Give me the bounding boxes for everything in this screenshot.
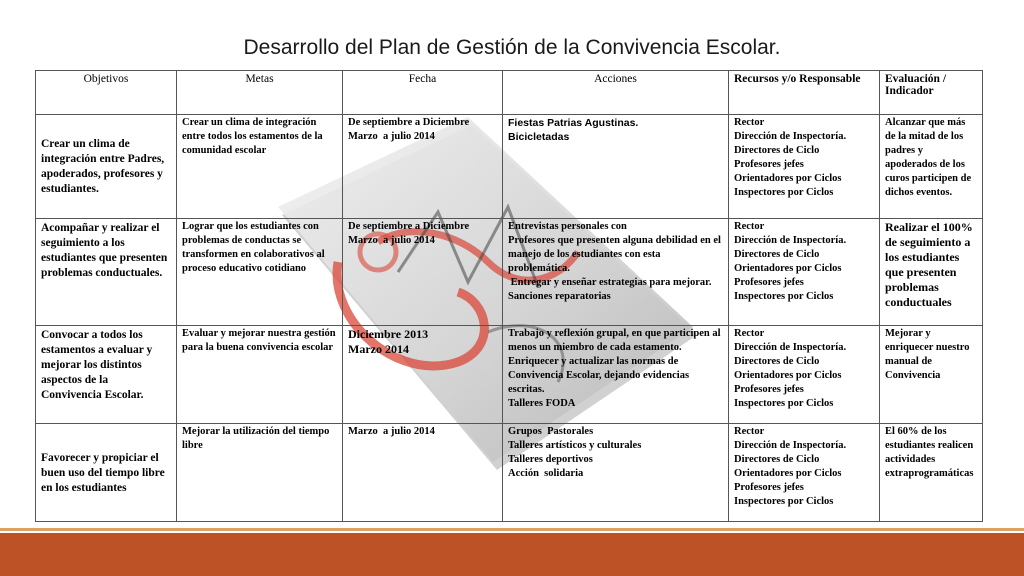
fecha-line: De septiembre a Diciembre	[348, 221, 470, 232]
recurso-line: Directores de Ciclo	[734, 356, 820, 367]
accion-line: Trabajo y reflexión grupal, en que participen al menos un miembro de cada estamento.	[508, 328, 724, 353]
fecha-cell	[343, 219, 503, 326]
recurso-line: Orientadores por Ciclos	[734, 468, 842, 479]
recurso-line: Inspectores por Ciclos	[734, 496, 834, 507]
header-recursos: Recursos y/o Responsable	[729, 71, 880, 115]
recurso-line: Orientadores por Ciclos	[734, 263, 842, 274]
accion-line: Entregar y enseñar estrategias para mejorar.	[508, 277, 712, 288]
header-fecha: Fecha	[343, 71, 503, 115]
plan-table	[35, 70, 983, 522]
objetivo-cell: Crear un clima de integración entre Padres, apoderados, profesores y estudiantes.	[36, 115, 177, 219]
recurso-line: Profesores jefes	[734, 384, 804, 395]
evaluacion-line: Mejorar y enriquecer nuestro	[885, 328, 970, 353]
recurso-line: Dirección de Inspectoría.	[734, 440, 847, 451]
recursos-cell	[729, 326, 880, 424]
recursos-cell	[729, 219, 880, 326]
recurso-line: Profesores jefes	[734, 159, 804, 170]
fecha-line: Marzo a julio 2014	[348, 131, 435, 142]
fecha-line: De septiembre a Diciembre	[348, 117, 470, 128]
accion-line: Grupos Pastorales	[508, 426, 594, 437]
acciones-cell	[503, 424, 729, 522]
acciones-cell	[503, 115, 729, 219]
recurso-line: Orientadores por Ciclos	[734, 370, 842, 381]
accion-line: Talleres artísticos y culturales	[508, 440, 642, 451]
accion-line: Bicicletadas	[508, 131, 570, 143]
meta-cell: Lograr que los estudiantes con problemas de conductas se transformen en colaborativos al proceso educativo cotidiano	[177, 219, 343, 326]
recurso-line: Dirección de Inspectoría.	[734, 342, 847, 353]
accion-line: Talleres deportivos	[508, 454, 593, 465]
fecha-line: Marzo a julio 2014	[348, 426, 435, 437]
evaluacion-cell	[880, 326, 983, 424]
recurso-line: Directores de Ciclo	[734, 145, 820, 156]
fecha-cell	[343, 424, 503, 522]
meta-cell: Crear un clima de integración entre todos los estamentos de la comunidad escolar	[177, 115, 343, 219]
table-row	[36, 219, 983, 326]
objetivo-cell: Acompañar y realizar el seguimiento a los estudiantes que presenten problemas conductuales.	[36, 219, 177, 326]
table-row	[36, 115, 983, 219]
meta-cell: Mejorar la utilización del tiempo libre	[177, 424, 343, 522]
objetivo-cell: Convocar a todos los estamentos a evaluar y mejorar los distintos aspectos de la Convivencia Escolar.	[36, 326, 177, 424]
recurso-line: Dirección de Inspectoría.	[734, 235, 847, 246]
recurso-line: Profesores jefes	[734, 277, 804, 288]
acciones-cell	[503, 326, 729, 424]
recurso-line: Rector	[734, 117, 765, 128]
recurso-line: Rector	[734, 328, 765, 339]
table-header-row	[36, 71, 983, 115]
recursos-cell	[729, 115, 880, 219]
evaluacion-cell: El 60% de los estudiantes realicen actividades extraprogramáticas	[880, 424, 983, 522]
table-row	[36, 326, 983, 424]
recurso-line: Inspectores por Ciclos	[734, 187, 834, 198]
recurso-line: Inspectores por Ciclos	[734, 398, 834, 409]
recurso-line: Rector	[734, 426, 765, 437]
recurso-line: Profesores jefes	[734, 482, 804, 493]
fecha-line: Marzo 2014	[348, 342, 409, 356]
recurso-line: Rector	[734, 221, 765, 232]
accion-line: Fiestas Patrias Agustinas.	[508, 117, 639, 129]
evaluacion-cell: Realizar el 100% de seguimiento a los estudiantes que presenten problemas conductuales	[880, 219, 983, 326]
header-objetivos: Objetivos	[36, 71, 177, 115]
accion-line: Sanciones reparatorias	[508, 291, 611, 302]
fecha-cell	[343, 115, 503, 219]
header-metas: Metas	[177, 71, 343, 115]
recurso-line: Orientadores por Ciclos	[734, 173, 842, 184]
accion-line: Profesores que presenten alguna debilidad en el manejo de los estudiantes con esta problemática.	[508, 235, 724, 274]
accion-line: Talleres FODA	[508, 398, 576, 409]
meta-cell: Evaluar y mejorar nuestra gestión para la buena convivencia escolar	[177, 326, 343, 424]
evaluacion-line: manual de Convivencia	[885, 356, 941, 381]
recurso-line: Directores de Ciclo	[734, 249, 820, 260]
footer-bar	[0, 533, 1024, 576]
recurso-line: Inspectores por Ciclos	[734, 291, 834, 302]
evaluacion-cell: Alcanzar que más de la mitad de los padres y apoderados de los curos participen de dichos eventos.	[880, 115, 983, 219]
page-title: Desarrollo del Plan de Gestión de la Convivencia Escolar.	[243, 36, 781, 59]
accion-line: Enriquecer y actualizar las normas de Convivencia Escolar, dejando evidencias escritas.	[508, 356, 692, 395]
accion-line: Acción solidaria	[508, 468, 584, 479]
table-row	[36, 424, 983, 522]
fecha-line: Diciembre 2013	[348, 327, 429, 341]
recurso-line: Directores de Ciclo	[734, 454, 820, 465]
footer-accent-line	[0, 528, 1024, 531]
fecha-line: Marzo a julio 2014	[348, 235, 435, 246]
acciones-cell	[503, 219, 729, 326]
recursos-cell	[729, 424, 880, 522]
objetivo-cell: Favorecer y propiciar el buen uso del tiempo libre en los estudiantes	[36, 424, 177, 522]
header-evaluacion: Evaluación / Indicador	[880, 71, 983, 115]
recurso-line: Dirección de Inspectoría.	[734, 131, 847, 142]
accion-line: Entrevistas personales con	[508, 221, 627, 232]
fecha-cell	[343, 326, 503, 424]
header-acciones: Acciones	[503, 71, 729, 115]
